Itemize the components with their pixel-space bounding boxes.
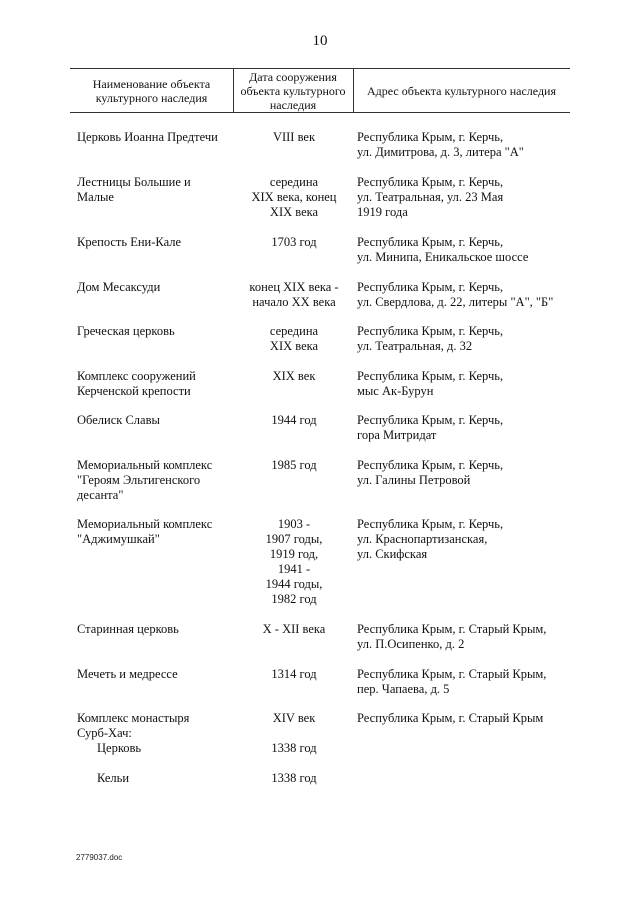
object-address: Республика Крым, г. Керчь, ул. Свердлова, д. 22, литеры "А", "Б": [357, 280, 554, 309]
object-address: Республика Крым, г. Керчь, гора Митридат: [357, 413, 504, 442]
object-address: Республика Крым, г. Старый Крым, пер. Чапаева, д. 5: [357, 667, 547, 696]
object-address: Республика Крым, г. Керчь, ул. Димитрова, д. 3, литера "А": [357, 130, 524, 159]
header-address: Адрес объекта культурного наследия: [367, 83, 556, 98]
object-name: Комплекс сооружений Керченской крепости: [77, 369, 196, 398]
object-address: Республика Крым, г. Керчь, ул. Театральная, д. 32: [357, 324, 504, 353]
document-filename: 2779037.doc: [76, 853, 123, 862]
object-name: Мечеть и медрессе: [77, 667, 178, 681]
object-date: середина XIX века: [269, 324, 319, 353]
object-name: Мемориальный комплекс "Героям Эльтигенского десанта": [77, 458, 213, 502]
object-address: Республика Крым, г. Керчь, мыс Ак-Бурун: [357, 369, 504, 398]
object-name: Греческая церковь: [77, 324, 175, 338]
object-name: Обелиск Славы: [77, 413, 160, 427]
object-name: Старинная церковь: [77, 622, 179, 636]
object-name: Комплекс монастыря Сурб-Хач:: [77, 711, 190, 740]
object-name: Крепость Ени-Кале: [77, 235, 182, 249]
object-name: Кельи: [97, 771, 130, 785]
object-address: Республика Крым, г. Керчь, ул. Краснопартизанская, ул. Скифская: [357, 517, 504, 561]
object-date: 1338 год: [271, 741, 317, 755]
object-name: Церковь Иоанна Предтечи: [77, 130, 218, 144]
object-date: 1903 - 1907 годы, 1919 год, 1941 - 1944 годы, 1982 год: [265, 517, 323, 606]
object-address: Республика Крым, г. Керчь, ул. Театральная, ул. 23 Мая 1919 года: [357, 175, 504, 219]
object-date: середина XIX века, конец XIX века: [251, 175, 337, 219]
object-date: XIV век: [272, 711, 316, 725]
header-name: Наименование объекта культурного наследия: [92, 76, 211, 105]
object-address: Республика Крым, г. Керчь, ул. Минипа, Еникальское шоссе: [357, 235, 529, 264]
object-date: XIX век: [272, 369, 316, 383]
object-name: Дом Месаксуди: [77, 280, 161, 294]
object-address: Республика Крым, г. Старый Крым: [357, 711, 544, 725]
object-name: Церковь: [97, 741, 142, 755]
object-date: 1338 год: [271, 771, 317, 785]
object-name: Лестницы Большие и Малые: [77, 175, 191, 204]
object-date: 1703 год: [271, 235, 317, 249]
object-address: Республика Крым, г. Старый Крым, ул. П.Осипенко, д. 2: [357, 622, 547, 651]
page-number: 10: [312, 33, 328, 49]
object-date: VIII век: [272, 130, 316, 144]
object-date: 1985 год: [271, 458, 317, 472]
object-date: X - XII века: [262, 622, 326, 636]
header-date: Дата сооружения объекта культурного наследия: [240, 69, 346, 112]
object-date: 1314 год: [271, 667, 317, 681]
object-address: Республика Крым, г. Керчь, ул. Галины Петровой: [357, 458, 504, 487]
object-name: Мемориальный комплекс "Аджимушкай": [77, 517, 213, 546]
object-date: 1944 год: [271, 413, 317, 427]
object-date: конец XIX века - начало XX века: [249, 280, 339, 309]
